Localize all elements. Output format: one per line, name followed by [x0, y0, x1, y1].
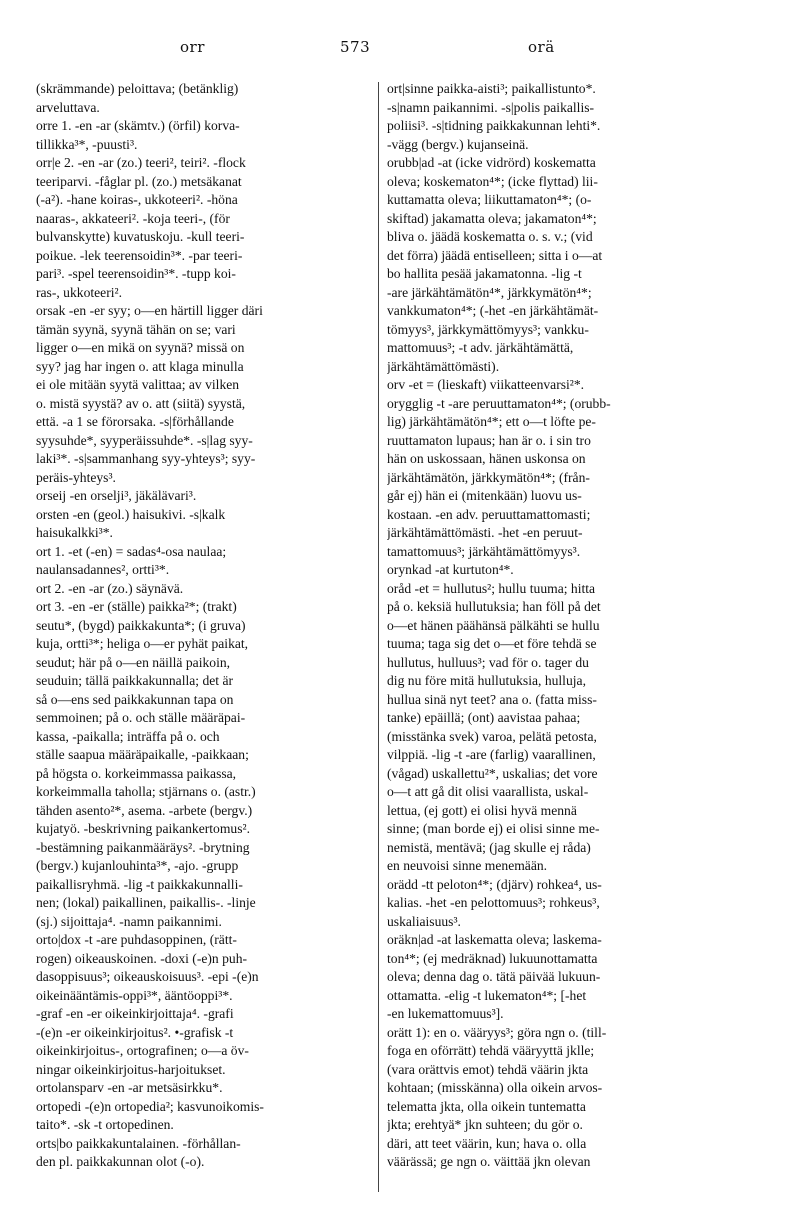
- text-line: seudut; här på o—en näillä paikoin,: [36, 654, 231, 670]
- text-line: kuttamatta oleva; liikuttamaton⁴*; (o-: [387, 192, 592, 207]
- right-column: [387, 80, 721, 1172]
- text-line: orynkad -at kurtuton⁴*.: [387, 562, 514, 577]
- text-line: ort 3. -en -er (ställe) paikka²*; (trakt): [36, 599, 237, 614]
- text-line: oikeinääntämis-oppi³*, ääntöoppi³*.: [36, 987, 233, 1003]
- text-line: skiftad) jakamatta oleva; jakamaton⁴*;: [387, 210, 597, 226]
- text-line: kohtaan; (misskänna) olla oikein arvos-: [387, 1080, 603, 1095]
- text-line: o. mistä syystä? av o. att (siitä) syystä,: [36, 395, 246, 411]
- text-line: orto|dox -t -are puhdasoppinen, (rätt-: [36, 932, 237, 947]
- text-line: korkeimmalla taholla; stjärnans o. (astr.): [36, 784, 256, 799]
- text-line: orre 1. -en -ar (skämtv.) (örfil) korva-: [36, 118, 240, 133]
- text-line: (vågad) uskallettu²*, uskalias; det vore: [387, 765, 598, 781]
- text-line: ort 1. -et (-en) = sadas⁴-osa naulaa;: [36, 543, 227, 559]
- text-line: vankkumaton⁴*; (-het -en järkähtämät-: [387, 303, 599, 318]
- text-line: järkähtämättömästi).: [387, 358, 500, 374]
- text-line: jkta; erehtyä* jkn suhteen; du gör o.: [387, 1117, 583, 1132]
- column-divider: [378, 82, 379, 1192]
- text-line: hullua sinä nyt teet? ana o. (fatta miss-: [387, 691, 597, 707]
- text-line: -graf -en -er oikeinkirjoittaja⁴. -grafi: [36, 1006, 234, 1021]
- text-line: paikallisryhmä. -lig -t paikkakunnalli-: [36, 876, 243, 892]
- text-line: bulvanskytte) kuvatuskoju. -kull teeri-: [36, 229, 245, 244]
- text-line: syy? jag har ingen o. att klaga minulla: [36, 358, 244, 374]
- text-line: ortopedi -(e)n ortopedia²; kasvunoikomis-: [36, 1098, 264, 1114]
- text-line: peräis-yhteys³.: [36, 469, 116, 485]
- text-line: ningar oikeinkirjoitus-harjoitukset.: [36, 1061, 226, 1077]
- text-line: kassa, -paikalla; inträffa på o. och: [36, 728, 220, 744]
- text-line: ras-, ukkoteeri².: [36, 284, 122, 300]
- text-line: oleva; koskematon⁴*; (icke flyttad) lii-: [387, 173, 598, 189]
- text-line: nen; (lokal) paikallinen, paikallis-. -linje: [36, 895, 256, 910]
- text-line: oleva; denna dag o. tätä päivää lukuun-: [387, 969, 601, 984]
- text-line: pari³. -spel teerensoidin³*. -tupp koi-: [36, 266, 236, 281]
- left-column: [36, 80, 366, 1172]
- text-line: kostaan. -en adv. peruuttamattomasti;: [387, 506, 591, 522]
- text-line: orädd -tt peloton⁴*; (djärv) rohkea⁴, us-: [387, 876, 602, 892]
- text-line: kuja, ortti³*; heliga o—er pyhät paikat,: [36, 636, 249, 651]
- text-line: uskaliaisuus³.: [387, 913, 461, 929]
- text-line: däri, att teet väärin, kun; hava o. olla: [387, 1135, 587, 1151]
- text-line: orseij -en orselji³, jäkälävari³.: [36, 488, 197, 503]
- text-line: -bestämning paikanmääräys². -brytning: [36, 839, 250, 855]
- text-line: sinne; (man borde ej) ei olisi sinne me-: [387, 821, 600, 836]
- text-line: kujatyö. -beskrivning paikankertomus².: [36, 821, 250, 836]
- text-line: på o. keksiä hullutuksia; han föll på det: [387, 599, 601, 614]
- text-line: ottamatta. -elig -t lukematon⁴*; [-het: [387, 987, 587, 1003]
- text-line: poikue. -lek teerensoidin³*. -par teeri-: [36, 247, 243, 263]
- text-line: (-a²). -hane koiras-, ukkoteeri². -höna: [36, 192, 238, 207]
- text-line: ton⁴*; (ej medräknad) lukuunottamatta: [387, 950, 598, 966]
- text-line: foga en oförrätt) tehdä vääryyttä jklle;: [387, 1043, 595, 1058]
- text-line: naulansadannes², ortti³*.: [36, 562, 170, 577]
- text-line: väärässä; ge ngn o. väittää jkn olevan: [387, 1154, 591, 1169]
- text-line: että. -a 1 se förorsaka. -s|förhållande: [36, 414, 234, 429]
- text-line: hän on uskossaan, hänen uskonsa on: [387, 451, 586, 466]
- text-line: arveluttava.: [36, 99, 100, 115]
- text-line: orubb|ad -at (icke vidrörd) koskematta: [387, 155, 596, 170]
- text-line: tämän syynä, syynä tähän on se; vari: [36, 321, 236, 337]
- text-line: seutu*, (bygd) paikkakunta*; (i gruva): [36, 617, 246, 633]
- text-line: ort|sinne paikka-aisti³; paikallistunto*.: [387, 81, 596, 96]
- text-line: haisukalkki³*.: [36, 525, 113, 540]
- text-line: orts|bo paikkakuntalainen. -förhållan-: [36, 1135, 241, 1151]
- text-line: den pl. paikkakunnan olot (-o).: [36, 1154, 205, 1169]
- text-line: tömyys³, järkkymättömyys³; vankku-: [387, 321, 589, 337]
- text-line: orr|e 2. -en -ar (zo.) teeri², teiri². -flock: [36, 155, 246, 170]
- text-line: dig nu före mitä hullutuksia, hulluja,: [387, 673, 586, 688]
- header-left-guide-word: orr: [180, 38, 205, 56]
- text-line: det förra) jäädä entiselleen; sitta i o—at: [387, 247, 603, 263]
- text-line: (misstänka svek) varoa, pelätä petosta,: [387, 728, 597, 744]
- text-line: ei ole mitään syytä valittaa; av vilken: [36, 377, 240, 392]
- text-line: oikeinkirjoitus-, ortografinen; o—a öv-: [36, 1043, 249, 1058]
- page-header: [0, 38, 800, 62]
- text-line: orätt 1): en o. vääryys³; göra ngn o. (till-: [387, 1024, 607, 1040]
- text-line: seuduin; tällä paikkakunnalla; det är: [36, 673, 234, 688]
- text-line: telematta jkta, olla oikein tuntematta: [387, 1098, 586, 1114]
- text-line: (bergv.) kujanlouhinta³*, -ajo. -grupp: [36, 858, 239, 873]
- text-line: teeriparvi. -fåglar pl. (zo.) metsäkanat: [36, 173, 242, 189]
- text-line: orsten -en (geol.) haisukivi. -s|kalk: [36, 506, 226, 522]
- text-line: o—t att gå dit olisi vaarallista, uskal-: [387, 784, 589, 799]
- text-line: bo hallita pesää jakamatonna. -lig -t: [387, 266, 582, 281]
- text-line: rogen) oikeauskoinen. -doxi (-e)n puh-: [36, 950, 248, 966]
- text-line: ort 2. -en -ar (zo.) säynävä.: [36, 580, 184, 596]
- text-line: så o—ens sed paikkakunnan tapa on: [36, 691, 234, 707]
- text-line: (sj.) sijoittaja⁴. -namn paikannimi.: [36, 913, 222, 929]
- text-line: -s|namn paikannimi. -s|polis paikallis-: [387, 99, 595, 115]
- text-line: dasoppisuus³; oikeauskoisuus³. -epi -(e)n: [36, 969, 259, 984]
- text-line: ställe saapua määräpaikalle, -paikkaan;: [36, 747, 249, 762]
- text-line: -vägg (bergv.) kujanseinä.: [387, 136, 529, 152]
- text-line: oråd -et = hullutus²; hullu tuuma; hitta: [387, 580, 596, 596]
- text-line: tamattomuus³; järkähtämättömyys³.: [387, 543, 581, 559]
- text-line: taito*. -sk -t ortopedinen.: [36, 1117, 174, 1132]
- text-line: orygglig -t -are peruuttamaton⁴*; (orubb-: [387, 395, 611, 411]
- page-number: 573: [340, 38, 371, 56]
- text-line: orsak -en -er syy; o—en härtill ligger däri: [36, 303, 263, 318]
- text-line: (vara orättvis emot) tehdä väärin jkta: [387, 1061, 589, 1077]
- text-line: oräkn|ad -at laskematta oleva; laskema-: [387, 932, 602, 947]
- text-line: ligger o—en mikä on syynä? missä on: [36, 340, 245, 355]
- text-line: järkähtämättömästi. -het -en peruut-: [387, 525, 583, 540]
- text-line: bliva o. jäädä koskematta o. s. v.; (vid: [387, 229, 593, 244]
- text-line: semmoinen; på o. och ställe määräpai-: [36, 710, 246, 725]
- text-line: -en lukemattomuus³].: [387, 1006, 504, 1021]
- text-line: orv -et = (lieskaft) viikatteenvarsi²*.: [387, 377, 585, 392]
- text-line: laki³*. -s|sammanhang syy-yhteys³; syy-: [36, 451, 256, 466]
- text-line: tanke) epäillä; (ont) aavistaa pahaa;: [387, 710, 581, 725]
- text-line: ruuttamaton lupaus; han är o. i sin tro: [387, 432, 591, 448]
- text-line: järkähtämätön, järkkymätön⁴*; (från-: [387, 469, 590, 485]
- text-line: (skrämmande) peloittava; (betänklig): [36, 81, 239, 96]
- text-line: går ej) hän ei (mitenkään) luovu us-: [387, 488, 582, 503]
- text-line: syysuhde*, syyperäissuhde*. -s|lag syy-: [36, 432, 253, 448]
- text-line: på högsta o. korkeimmassa paikassa,: [36, 765, 237, 781]
- text-line: en neuvoisi sinne menemään.: [387, 858, 548, 873]
- text-line: tillikka³*, -puusti³.: [36, 136, 138, 152]
- text-line: o—et hänen päähänsä pälkähti se hullu: [387, 617, 600, 633]
- text-line: tähden asento²*, asema. -arbete (bergv.): [36, 802, 253, 818]
- text-line: nemistä, mentävä; (jag skulle ej råda): [387, 839, 591, 855]
- text-line: vilppiä. -lig -t -are (farlig) vaarallinen,: [387, 747, 596, 762]
- text-line: poliisi³. -s|tidning paikkakunnan lehti*.: [387, 118, 601, 133]
- text-line: -(e)n -er oikeinkirjoitus². •-grafisk -t: [36, 1024, 234, 1040]
- text-line: mattomuus³; -t adv. järkähtämättä,: [387, 340, 574, 355]
- text-line: ortolansparv -en -ar metsäsirkku*.: [36, 1080, 223, 1095]
- text-line: lettua, (ej gott) ei olisi hyvä mennä: [387, 802, 577, 818]
- text-line: tuuma; taga sig det o—et före tehdä se: [387, 636, 597, 651]
- text-line: lig) järkähtämätön⁴*; ett o—t löfte pe-: [387, 414, 596, 429]
- text-line: kalias. -het -en pelottomuus³; rohkeus³,: [387, 895, 600, 910]
- header-right-guide-word: orä: [528, 38, 555, 56]
- text-line: naaras-, akkateeri². -koja teeri-, (för: [36, 210, 230, 226]
- text-line: hullutus, hulluus³; vad för o. tager du: [387, 654, 589, 670]
- text-line: -are järkähtämätön⁴*, järkkymätön⁴*;: [387, 284, 592, 300]
